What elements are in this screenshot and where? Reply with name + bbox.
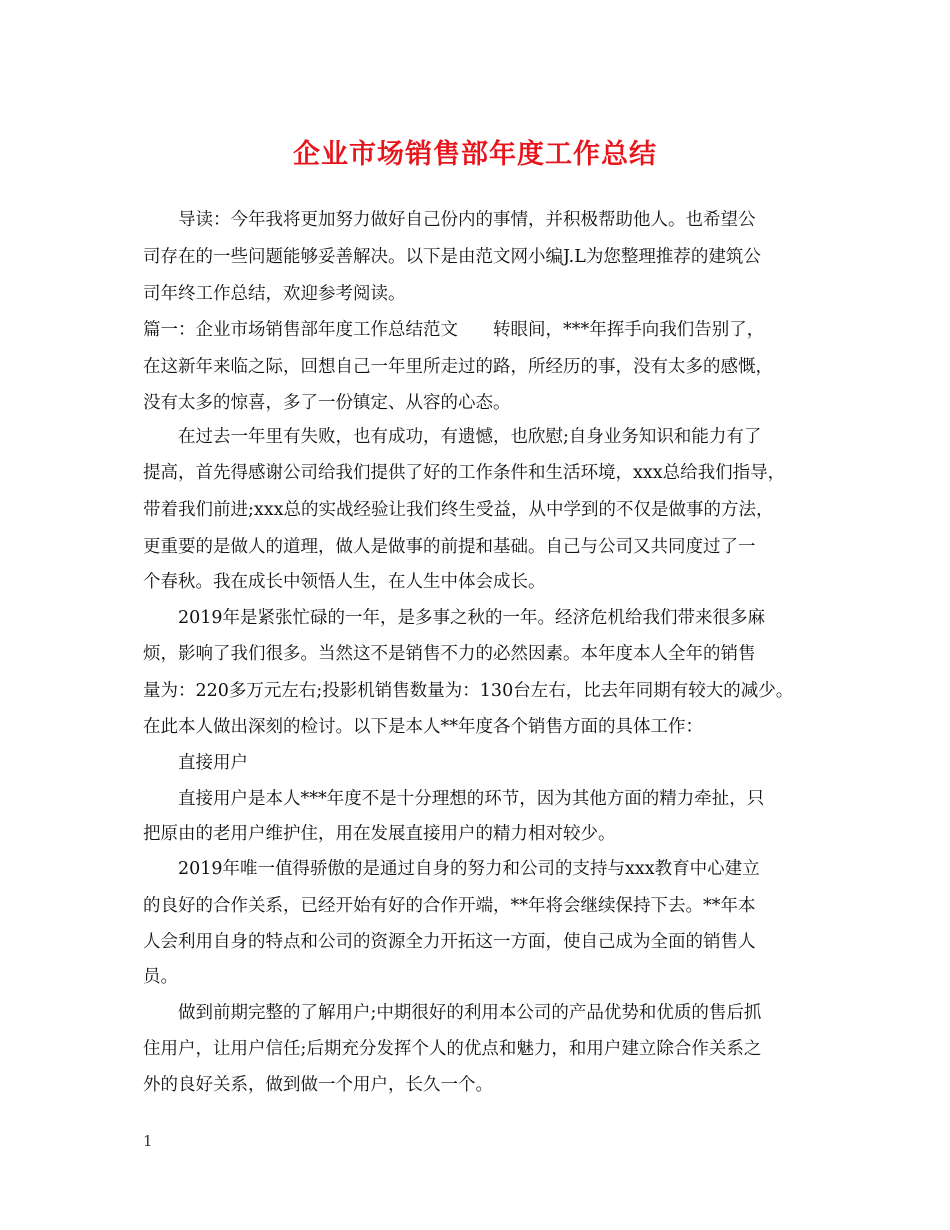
text-line: 提高，首先得感谢公司给我们提供了好的工作条件和生活环境，xxx总给我们指导， <box>143 463 786 483</box>
text-line: 司存在的一些问题能够妥善解决。以下是由范文网小编J.L为您整理推荐的建筑公 <box>143 247 761 267</box>
page-number: 1 <box>143 1132 153 1150</box>
text-line: 做到前期完整的了解用户;中期很好的利用本公司的产品优势和优质的售后抓 <box>178 1003 762 1023</box>
document-title: 企业市场销售部年度工作总结 <box>293 139 657 170</box>
text-line: 住用户，让用户信任;后期充分发挥个人的优点和魅力，和用户建立除合作关系之 <box>143 1039 762 1059</box>
text-line: 2019年是紧张忙碌的一年，是多事之秋的一年。经济危机给我们带来很多麻 <box>178 608 766 628</box>
text-line: 导读：今年我将更加努力做好自己份内的事情，并积极帮助他人。也希望公 <box>178 210 756 230</box>
section-heading: 直接用户 <box>178 753 248 773</box>
text-line: 的良好的合作关系，已经开始有好的合作开端，**年将会继续保持下去。**年本 <box>143 896 756 916</box>
text-line: 司年终工作总结，欢迎参考阅读。 <box>143 284 406 304</box>
text-line: 在过去一年里有失败，也有成功，有遗憾，也欣慰;自身业务知识和能力有了 <box>178 427 762 447</box>
text-line: 没有太多的惊喜，多了一份镇定、从容的心态。 <box>143 393 511 413</box>
text-line: 把原由的老用户维护住，用在发展直接用户的精力相对较少。 <box>143 824 616 844</box>
text-line: 人会利用自身的特点和公司的资源全力开拓这一方面，使自己成为全面的销售人 <box>143 932 756 952</box>
text-line: 2019年唯一值得骄傲的是通过自身的努力和公司的支持与xxx教育中心建立 <box>178 859 760 879</box>
text-line: 篇一：企业市场销售部年度工作总结范文 转眼间，***年挥手向我们告别了， <box>143 320 765 340</box>
text-line: 直接用户是本人***年度不是十分理想的环节，因为其他方面的精力牵扯，只 <box>178 789 765 809</box>
text-line: 个春秋。我在成长中领悟人生，在人生中体会成长。 <box>143 572 546 592</box>
text-line: 量为：220多万元左右;投影机销售数量为：130台左右，比去年同期有较大的减少。 <box>143 681 794 701</box>
text-line: 外的良好关系，做到做一个用户，长久一个。 <box>143 1075 493 1095</box>
text-line: 在此本人做出深刻的检讨。以下是本人**年度各个销售方面的具体工作： <box>143 717 703 737</box>
text-line: 烦，影响了我们很多。当然这不是销售不力的必然因素。本年度本人全年的销售 <box>143 644 756 664</box>
text-line: 在这新年来临之际，回想自己一年里所走过的路，所经历的事，没有太多的感慨， <box>143 357 773 377</box>
text-line: 更重要的是做人的道理，做人是做事的前提和基础。自己与公司又共同度过了一 <box>143 537 756 557</box>
text-line: 员。 <box>143 967 178 987</box>
text-line: 带着我们前进;xxx总的实战经验让我们终生受益，从中学到的不仅是做事的方法， <box>143 500 774 520</box>
